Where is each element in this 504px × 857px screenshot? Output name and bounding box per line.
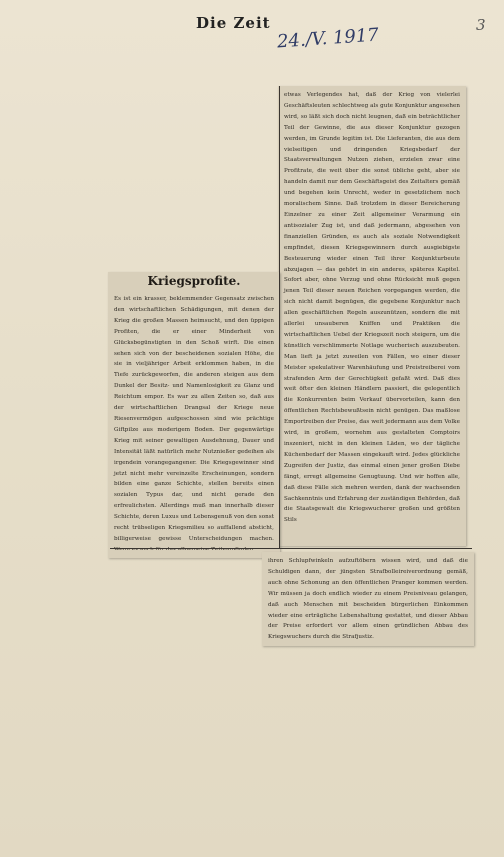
clipping-left xyxy=(108,272,280,558)
article-headline: Kriegsprofite. xyxy=(147,274,241,288)
article-text-end: ihren Schlupfwinkeln aufzuftöbern wissen wird, und daß die Schuldigen dann, der jüngsten Strafbolleireiverordnung gemäß, auch ohne Schonung an den öffentlichen Pranger kommen werden. Wir müssen ja doch endlich wieder zu einem Preisniveau gelangen, daß auch Menschen mit bescheiden bürgerlichen Einkommen wieder eine erträgliche Lebenshaltung gestattet, und dieser Abbau der Preise erfordert vor allem einen gründlichen Abbau des Kriegswuchers durch die Strafjustiz. xyxy=(268,558,468,641)
page-number: 3 xyxy=(476,16,486,34)
clipping-right-top xyxy=(278,86,466,546)
column-rule-vertical xyxy=(279,86,280,549)
clipping-right-bottom xyxy=(262,552,474,646)
handwritten-date: 24./V. 1917 xyxy=(276,24,380,53)
column-rule-horizontal xyxy=(110,548,472,549)
article-text-start: Es ist ein krasser, beklemmender Gegensatz zwischen den wirtschaftlichen Schädigungen, mit denen der Krieg die großen Massen heimsucht, und den üppigen Profiten, die er einer Minderheit von Glücksbegünstigten in den Schoß wirft. Die einen sehen sich von der bescheidenen sozialen Höhe, die sie in vieljähriger Arbeit erklommen haben, in die Tiefe zurückgeworfen, die anderen steigen aus dem Dunkel der Besitz- und Namenlosigkeit zu Glanz und Reichtum empor. Es war zu allen Zeiten so, daß aus der wirtschaftlichen Drangsal der Kriege neue Riesenvermögen aufgeschossen sind wie prächtige Giftpilze aus moderigem Boden. Der gegenwärtige Krieg mit seiner gewaltigen Ausdehnung, Dauer und Intensität läßt natürlich mehr Nutznießer gedeihen als irgendein vorangegangener. Die Kriegsgewinner sind jetzt nicht mehr vereinzelte Erscheinungen, sondern bilden eine ganze Schichte, stellen bereits einen sozialen Typus dar, und nicht gerade den erfreulichsten. Allerdings muß man innerhalb dieser Schichte, deren Luxus und Lebensgenuß von den sonst recht trübseligen Kriegsmilieu so auffallend absticht, billigerweise gewisse Unterscheidungen machen. xyxy=(114,296,274,542)
article-text-continued: etwas Verlegendes hat, daß der Krieg von vielerlei Geschäftsleuten schlechtweg als gute Konjunktur angesehen wird, so läßt sich doch nicht leugnen, daß ein beträchtlicher Teil der Gewinne, die aus dieser Konjunktur gezogen werden, im Grunde legitim ist. Die Lieferanten, die aus dem vielseitigen und dringenden Kriegsbedarf der Staatsverwaltungen Nutzen ziehen, erzielen zwar eine Profitrate, die weit über die sonst übliche geht, aber sie handeln damit nur dem Geschäftsgeist des Zeitalters gemäß und begehen kein Unrecht, weder in gesetzlichem noch moralischem Sinne. Daß trotzdem in dieser Bereicherung Einzelner zu einer Zeit allgemeiner Verarmung ein antisozialer Zug ist, und daß jedermann, abgesehen von finanziellen Gründen, es auch als soziale Notwendigkeit empfindet, diesen Kriegsgewinnern durch ausgiebigste Besteuerung wieder einen Teil ihrer Konjunkturbeute abzujagen — das gehört in ein anderes, späteres Kapitel. Sofort aber, ohne Verzug und ohne Rücksicht muß gegen jenen Teil dieser neuen Reichen vorgegangen werden, die sich nicht damit begnügen, die gegebene Konjunktur nach allen geschäftlichen Regeln auszunützen, sondern die mit allerlei unsauberen Kniffen und Praktiken die wirtschaftlichen Uebel der Kriegszeit noch steigern, um die künstlich verschlimmerte Notlage wucherisch auszubeuten. Man lieft ja jetzt zuweilen von Fällen, wo einer dieser Meister spekulativer Warenhäufung und Preistreiberei vom strafenden Arm der Gerechtigkeit gefaßt wird. Daß dies weit öfter den kleinen Händlern passiert, die gelegentlich die Konkurrenten beim Verkauf übervorteilen, kann den öffentlichen Rechtsbewußtsein nicht genügen. Das maßlose Emportreiben der Preise, das weit jedermann aus dem Volke wird, in großem, wornehm aus gestalteten Comptoirs inszeniert, nicht in den kleinen Läden, wo der tägliche Küchenbedarf der Massen eingekauft wird. Jedes glückliche Zugreifen der Justiz, das einmal einen jener großen Diebe fängt, erregt allgemeine Genugtuung. Und wir hoffen alle, daß diese Fälle sich mehren werden, dank der wachsenden Sachkenntnis und Erfahrung der zuständigen Behörden, daß die Staatsgewalt die Kriegswucherer großen und größten Stils xyxy=(284,92,460,524)
newspaper-name: Die Zeit xyxy=(196,14,271,32)
